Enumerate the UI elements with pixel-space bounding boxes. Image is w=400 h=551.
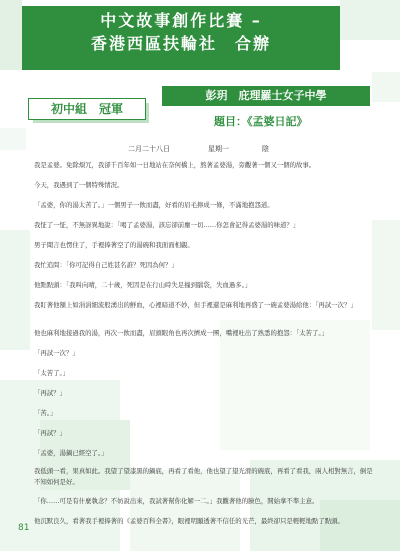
decor-square bbox=[340, 0, 400, 40]
essay-title: 題目：《孟婆日記》 bbox=[214, 115, 308, 128]
paragraph: 我怔了一怔，不無訝異地說：「喝了孟婆湯，該忘卻前塵一切……你怎會記得孟婆湯的味道？」 bbox=[34, 221, 300, 229]
paragraph: 「再試？」 bbox=[34, 429, 66, 437]
decor-square bbox=[0, 230, 30, 350]
paragraph: 我低頭一看，果真如此。我望了望漆黑的鍋底，再看了看他，他也望了望光滑的碗底，再看了看我，兩人相對無言，倒是不知如何是好。 bbox=[34, 467, 373, 486]
decor-square bbox=[372, 72, 400, 102]
paragraph: 他點點頭：「我叫向晴，二十歲，死因是在行山時失足撞到腦袋，失血過多。」 bbox=[34, 281, 252, 289]
paragraph: 「苦。」 bbox=[34, 409, 57, 417]
paragraph: 「孟婆，你的湯太苦了。」一個男子一飲而盡，好看的眉毛擰成一條，不滿地抱怨道。 bbox=[34, 201, 274, 209]
banner-title-line1: 中文故事創作比賽 – bbox=[100, 11, 262, 30]
diary-date: 二月二十八日 bbox=[128, 145, 170, 153]
award-label: 初中組 冠軍 bbox=[28, 98, 146, 120]
paragraph: 我是孟婆。免除煩冗，我卻千百年如一日地站在奈何橋上，熬著孟婆湯，旁觀著一個又一個的故事。 bbox=[34, 161, 316, 169]
decor-square bbox=[372, 220, 400, 330]
paragraph: 「你……可是有什麼執念？不妨說出來，我試著幫你化解一二。」我觀著他的臉色，開始拿不準主意。 bbox=[34, 497, 319, 505]
paragraph: 「孟婆，湯鍋已經空了。」 bbox=[34, 449, 108, 457]
decor-square bbox=[0, 0, 22, 70]
author-school-label: 彭玥 庇理羅士女子中學 bbox=[162, 86, 370, 106]
paragraph: 我忙追問：「你可記得自己姓甚名誰？死因為何？」 bbox=[34, 261, 178, 269]
diary-weather: 陰 bbox=[262, 145, 269, 153]
paragraph: 他也麻利地接過我的湯，再次一飲而盡，眉頭眼角也再次擠成一團，嘴裡吐出了熟悉的抱怨：「太苦了。」 bbox=[34, 329, 328, 337]
decor-square bbox=[0, 128, 26, 150]
paragraph: 男子聞言也愣住了，手裡捧著空了的湯碗和我面面相覷。 bbox=[34, 241, 194, 249]
page-number: 81 bbox=[18, 523, 30, 533]
paragraph: 「再試一次？」 bbox=[34, 349, 79, 357]
paragraph: 我盯著他額上如涓涓細流般湧出的鮮血，心裡暗道不妙，但手裡還是麻利地再盛了一碗孟婆湯給他：「再試一次？」 bbox=[34, 301, 357, 309]
diary-weekday: 星期一 bbox=[208, 145, 229, 153]
paragraph: 「再試？」 bbox=[34, 389, 66, 397]
paragraph: 他沉默良久，看著我手裡捧著的《孟婆百科全書》，眼裡明顯透著不信任的光芒，最終卻只是輕輕地點了點頭。 bbox=[34, 517, 344, 525]
paragraph: 今天，我遇到了一個特殊情況。 bbox=[34, 181, 124, 189]
paragraph: 「太苦了。」 bbox=[34, 369, 70, 377]
banner-title-line2: 香港西區扶輪社 合辦 bbox=[90, 34, 271, 53]
